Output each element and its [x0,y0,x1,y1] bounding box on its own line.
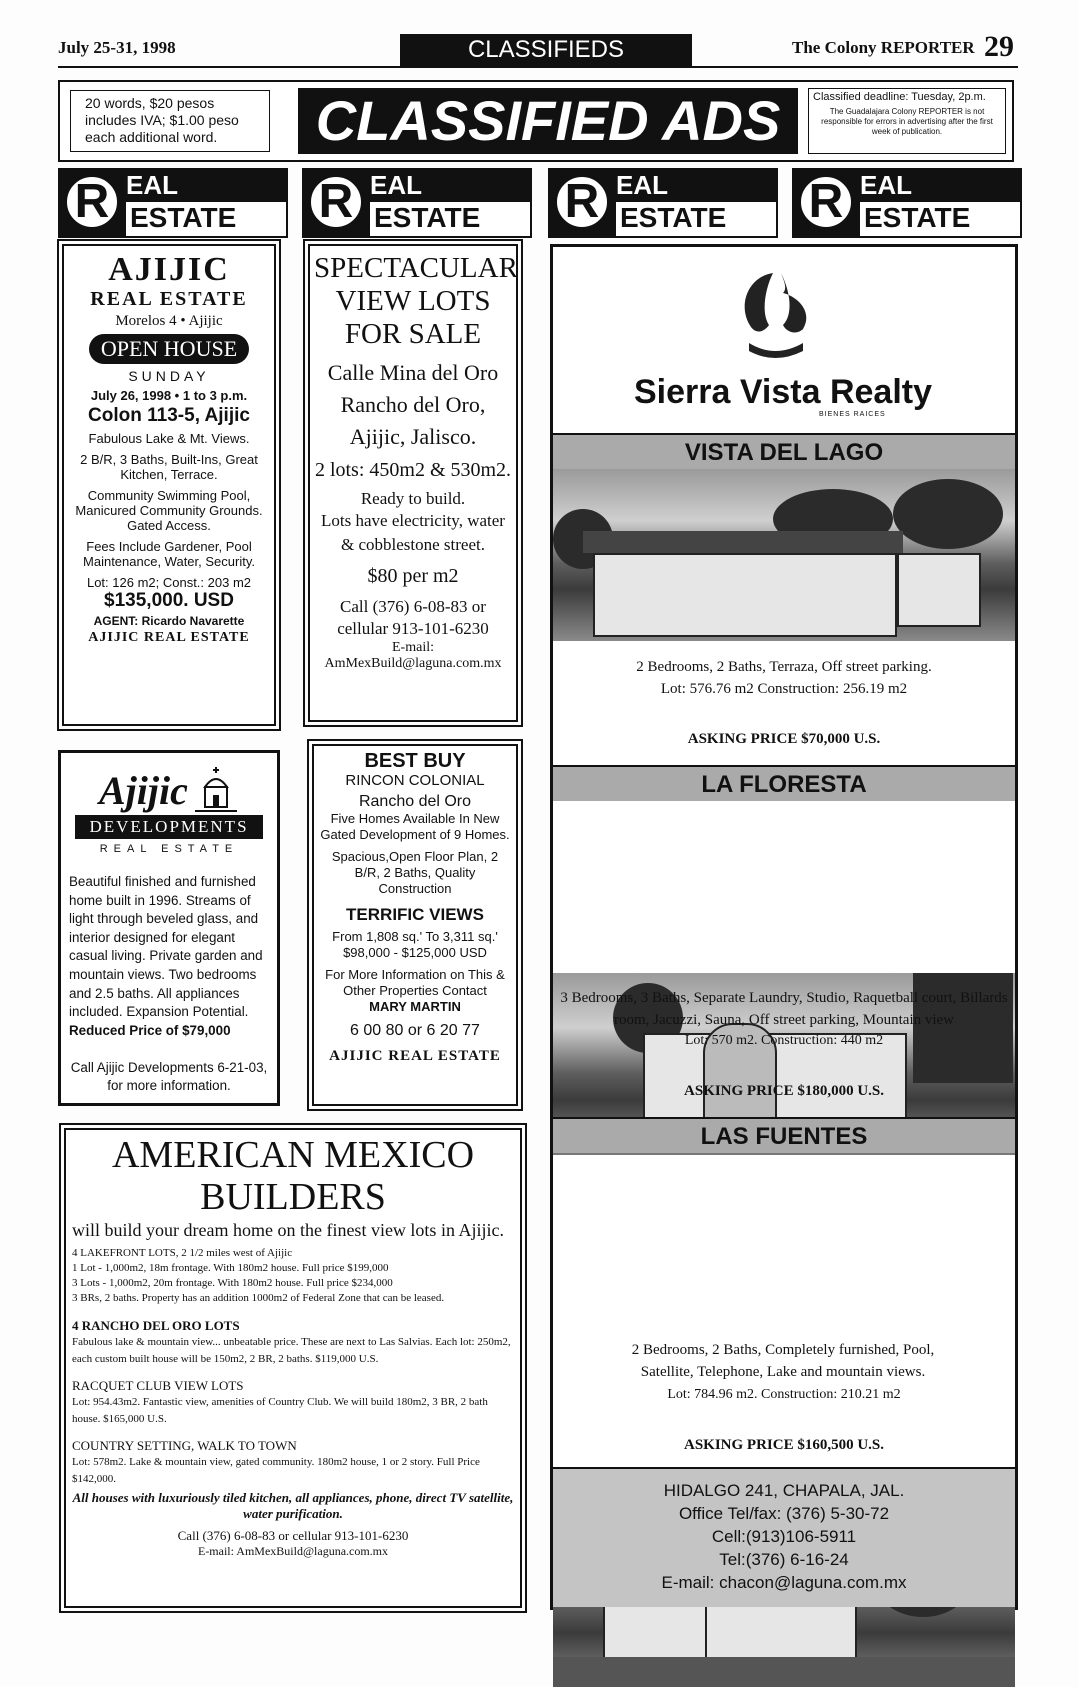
listing-photo [553,469,1015,641]
lot-sizes: 2 lots: 450m2 & 530m2. [314,459,512,481]
price-range: From 1,808 sq.' To 3,311 sq.' $98,000 - $125,000 USD [332,929,498,960]
email-address[interactable]: E-mail: AmMexBuild@laguna.com.mx [197,1544,389,1558]
email-address[interactable]: AmMexBuild@laguna.com.mx [324,656,502,671]
asking-price: ASKING PRICE $180,000 U.S. [683,1083,885,1099]
r-letter-icon: R [554,174,610,230]
open-house-day: SUNDAY [128,368,210,384]
ad-headline: SPECTACULAR VIEW LOTS FOR SALE [314,252,518,350]
lot-line: 3 BRs, 2 baths. Property has an addition 1000m2 of Federal Zone that can be leased. [72,1292,445,1304]
listing-description: 2 Bedrooms, 2 Baths, Terraza, Off street parking. [636,659,932,675]
tag-line2: ESTATE [616,202,776,236]
real-estate-tag [58,168,288,238]
tag-line2: ESTATE [370,202,530,236]
ad-american-mexico-builders [64,1128,522,1608]
tag-line1: EAL [126,170,178,200]
deadline-box [808,88,1006,154]
feature-line: Five Homes Available In New Gated Development of 9 Homes. [320,811,510,842]
builders-title: BUILDERS [200,1176,386,1218]
contact-name: MARY MARTIN [369,999,461,1014]
ad-view-lots [308,244,518,722]
listing-lot: Lot: 570 m2. Construction: 440 m2 [684,1033,884,1048]
development-location: Rancho del Oro [358,793,472,810]
amenities-note: All houses with luxuriously tiled kitchen, all appliances, phone, direct TV satellite, water purification. [72,1490,514,1521]
asking-price: ASKING PRICE $70,000 U.S. [687,731,881,747]
builders-title: AMERICAN MEXICO [111,1134,475,1176]
feature-line: Spacious,Open Floor Plan, 2 B/R, 2 Baths, Quality Construction [331,849,499,896]
ready-text: Ready to build. [360,489,466,508]
tag-line2: ESTATE [126,202,286,236]
listing-description: 3 Bedrooms, 3 Baths, Separate Laundry, Studio, Raquetball court, Billards room, Jacuzzi, Sauna, Off street parking, Mountain view [560,990,1008,1028]
ad-best-buy [312,744,518,1106]
listing-title: LA FLORESTA [553,765,1015,801]
chapel-icon [191,765,241,815]
banner [58,80,1014,162]
section-body: Lot: 578m2. Lake & mountain view, gated community. 180m2 house, 1 or 2 story. Full Price $142,000. [72,1456,480,1485]
listing-title: VISTA DEL LAGO [553,433,1015,469]
r-letter-icon: R [308,174,364,230]
reduced-price: Reduced Price of $79,000 [69,1023,231,1038]
section-heading: COUNTRY SETTING, WALK TO TOWN [72,1438,297,1453]
lot-line: 3 Lots - 1,000m2, 20m frontage. With 180m2 house. Full price $234,000 [72,1277,393,1289]
deadline-text: Classified deadline: Tuesday, 2p.m. [813,91,986,103]
sierra-vista-logo-icon [725,269,825,365]
subheadline: TERRIFIC VIEWS [346,905,484,924]
agent-name: AGENT: Ricardo Navarette [93,614,245,628]
real-estate-tag [792,168,1022,238]
office-phone: Office Tel/fax: (376) 5-30-72 [678,1504,890,1523]
listing-title: LAS FUENTES [553,1117,1015,1153]
paper-name: The Colony REPORTER [792,38,975,57]
lot-address: Calle Mina del Oro Rancho del Oro, Ajijic, Jalisco. [327,360,499,449]
ad-footer-logo: AJIJIC REAL ESTATE [88,630,250,645]
ajijic-logo: AJIJIC [108,251,230,288]
developments-logo: Ajijic [99,768,188,813]
ad-ajijic-developments [58,750,280,1106]
contact-block [553,1467,1015,1607]
open-house-badge: OPEN HOUSE [89,334,249,364]
office-address: HIDALGO 241, CHAPALA, JAL. [663,1481,905,1500]
ad-footer-logo: AJIJIC REAL ESTATE [329,1048,501,1064]
disclaimer-text: The Guadalajara Colony REPORTER is not responsible for errors in advertising after the first week of publication. [821,107,993,136]
section-body: Fabulous lake & mountain view... unbeatable price. These are next to Las Salvias. Each lot: 250m2, each custom built house will be 150m2, 2 BR, 2 baths. $119,000 U.S. [72,1336,511,1365]
section-heading: 4 RANCHO DEL ORO LOTS [72,1318,240,1333]
feature-line: Fees Include Gardener, Pool Maintenance, Water, Security. [83,539,255,569]
contact-phones: 6 00 80 or 6 20 77 [350,1022,480,1039]
feature-line: Community Swimming Pool, Manicured Community Grounds. Gated Access. [75,488,263,533]
services-text: Lots have electricity, water & cobblestone street. [321,511,505,554]
r-letter-icon: R [798,174,854,230]
lot-line: 1 Lot - 1,000m2, 18m frontage. With 180m2 house. Full price $199,000 [72,1262,389,1274]
tag-line1: EAL [860,170,912,200]
open-house-time: July 26, 1998 • 1 to 3 p.m. [90,388,248,403]
asking-price: ASKING PRICE $160,500 U.S. [683,1437,885,1453]
issue-date: July 25-31, 1998 [58,38,176,57]
ad-ajijic-open-house [62,244,276,726]
page-number: 29 [984,30,1014,63]
developments-sub: REAL ESTATE [99,843,239,855]
property-address: Colon 113-5, Ajijic [88,405,250,426]
real-estate-tag [548,168,778,238]
tag-line2: ESTATE [860,202,1020,236]
cell-phone: Cell:(913)106-5911 [711,1527,857,1546]
contact-phones: Call (376) 6-08-83 or cellular 913-101-6230 [177,1528,409,1543]
rates-box: 20 words, $20 pesos includes IVA; $1.00 peso each additional word. [70,90,270,152]
price: $80 per m2 [367,565,459,587]
section-header: CLASSIFIEDS [400,34,692,66]
realty-sub: BIENES RAICES [819,411,886,418]
listing-lot: Lot: 784.96 m2. Construction: 210.21 m2 [667,1387,901,1402]
listing-lot: Lot: 576.76 m2 Construction: 256.19 m2 [660,681,908,697]
lot-size: Lot: 126 m2; Const.: 203 m2 [86,575,252,590]
masthead-rule [58,66,1018,68]
builders-tagline: will build your dream home on the finest view lots in Ajijic. [72,1220,504,1240]
ajijic-logo-sub: REAL ESTATE [90,288,248,310]
office-address: Morelos 4 • Ajijic [115,313,223,329]
feature-line: 2 B/R, 3 Baths, Built-Ins, Great Kitchen, Terrace. [80,452,258,482]
telephone: Tel:(376) 6-16-24 [719,1550,849,1569]
tag-line1: EAL [616,170,668,200]
classified-ads-title: CLASSIFIED ADS [298,88,798,154]
ad-headline: BEST BUY [364,750,466,772]
email-address[interactable]: E-mail: chacon@laguna.com.mx [661,1573,907,1592]
listing-description: 2 Bedrooms, 2 Baths, Completely furnished, Pool, Satellite, Telephone, Lake and mountain views. [631,1342,935,1380]
tag-line1: EAL [370,170,422,200]
section-heading: RACQUET CLUB VIEW LOTS [72,1378,244,1393]
real-estate-tag [302,168,532,238]
feature-line: Fabulous Lake & Mt. Views. [88,431,250,446]
section-body: Lot: 954.43m2. Fantastic view, amenities of Country Club. We will build 180m2, 3 BR, 2 bath house. $165,000 U.S. [72,1396,488,1425]
developments-band: DEVELOPMENTS [75,815,263,839]
ad-sierra-vista-realty [550,244,1018,1610]
development-name: RINCON COLONIAL [345,772,485,789]
price: $135,000. USD [104,590,234,611]
email-label: E-mail: [392,640,434,655]
more-info: For More Information on This & Other Properties Contact [325,967,505,998]
listing-description: Beautiful finished and furnished home built in 1996. Streams of light through beveled glass, and interior designed for elegant casual living. Private garden and mountain views. Two bedrooms and 2.5 baths. All appliances included. Expansion Potential. [69,874,263,1020]
r-letter-icon: R [64,174,120,230]
section-heading: 4 LAKEFRONT LOTS, 2 1/2 miles west of Ajijic [72,1247,293,1259]
realty-name: Sierra Vista Realty [634,373,932,411]
contact-phones: Call (376) 6-08-83 or cellular 913-101-6230 [337,597,489,638]
contact-line: Call Ajijic Developments 6-21-03, for more information. [70,1060,268,1093]
